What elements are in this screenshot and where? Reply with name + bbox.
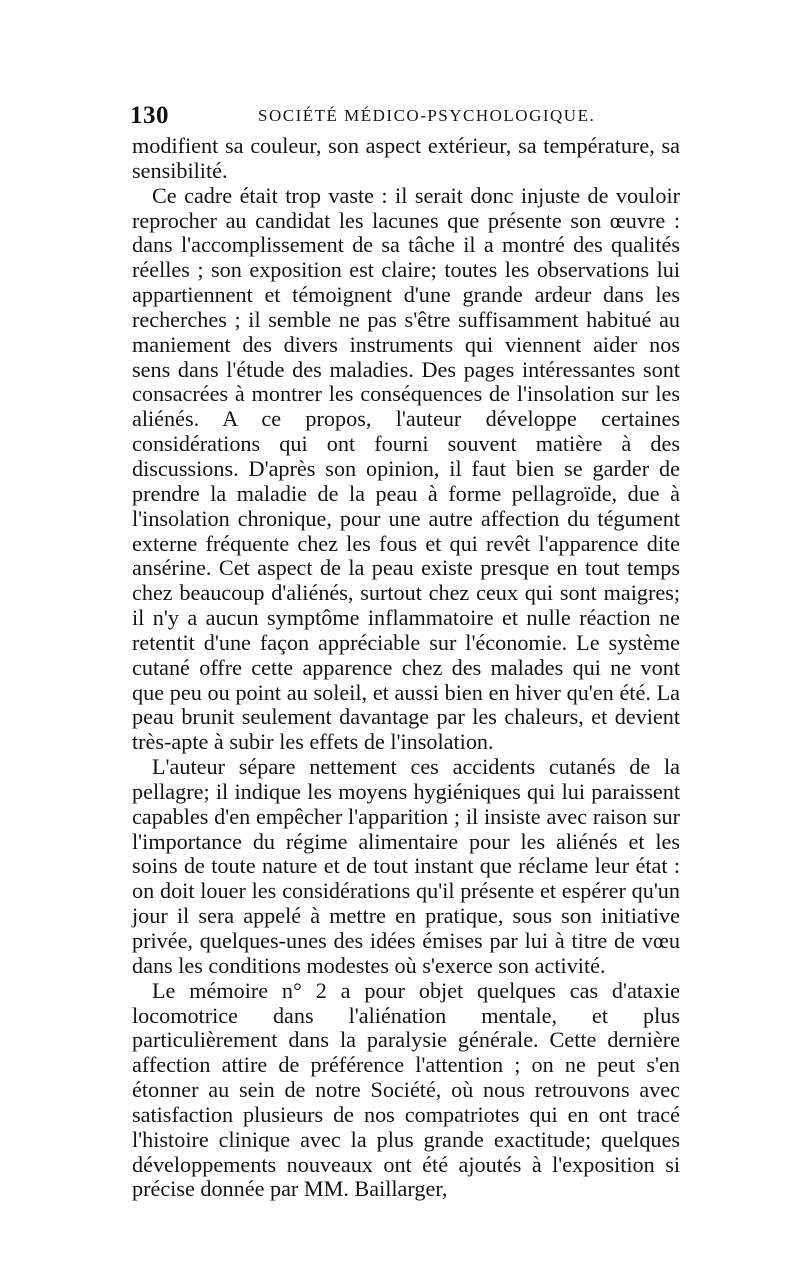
page-number: 130 [130,102,169,129]
paragraph-4: Le mémoire n° 2 a pour objet quelques cas d'ataxie locomotrice dans l'aliénation mentale, et plus particulièrement dans la paralysie générale. Cette dernière affection attire de préférence l'attention ; on ne peut s'en étonner au sein de notre Société, où nous retrouvons avec satisfaction plusieurs de nos compatriotes qui en ont tracé l'histoire clinique avec la plus grande exactitude; quelques développements nouveaux ont été ajoutés à l'exposition si précise donnée par MM. Baillarger, [132,977,680,1202]
body-text [132,134,680,1202]
paragraph-1: modifient sa couleur, son aspect extérieur, sa température, sa sensibilité. [132,133,680,183]
paragraph-3: L'auteur sépare nettement ces accidents cutanés de la pellagre; il indique les moyens hygiéniques qui lui paraissent capables d'en empêcher l'apparition ; il insiste avec raison sur l'importance du régime alimentaire pour les aliénés et les soins de toute nature et de tout instant que réclame leur état : on doit louer les considérations qu'il présente et espérer qu'un jour il sera appelé à mettre en pratique, sous son initiative privée, quelques-unes des idées émises par lui à titre de vœu dans les conditions modestes où s'exerce son activité. [132,754,680,978]
journal-title: SOCIÉTÉ MÉDICO-PSYCHOLOGIQUE. [258,106,596,125]
running-head [130,102,670,128]
paragraph-2: Ce cadre était trop vaste : il serait donc injuste de vouloir reprocher au candidat les lacunes que présente son œuvre : dans l'accomplissement de sa tâche il a montré des qualités réelles ; son exposition est claire; toutes les observations lui appartiennent et témoignent d'une grande ardeur dans les recherches ; il semble ne pas s'être suffisamment habitué au maniement des divers instruments qui viennent aider nos sens dans l'étude des maladies. Des pages intéressantes sont consacrées à montrer les conséquences de l'insolation sur les aliénés. A ce propos, l'auteur développe certaines considérations qui ont fourni souvent matière à des discussions. D'après son opinion, il faut bien se garder de prendre la maladie de la peau à forme pellagroïde, due à l'insolation chronique, pour une autre affection du tégument externe fréquente chez les fous et qui revêt l'apparence dite ansérine. Cet aspect de la peau existe presque en tout temps chez beaucoup d'aliénés, surtout chez ceux qui sont maigres; il n'y a aucun symptôme inflammatoire et nulle réaction ne retentit d'une façon appréciable sur l'économie. Le système cutané offre cette apparence chez des malades qui ne vont que peu ou point au soleil, et aussi bien en hiver qu'en été. La peau brunit seulement davantage par les chaleurs, et devient très-apte à subir les effets de l'insolation. [132,182,680,755]
